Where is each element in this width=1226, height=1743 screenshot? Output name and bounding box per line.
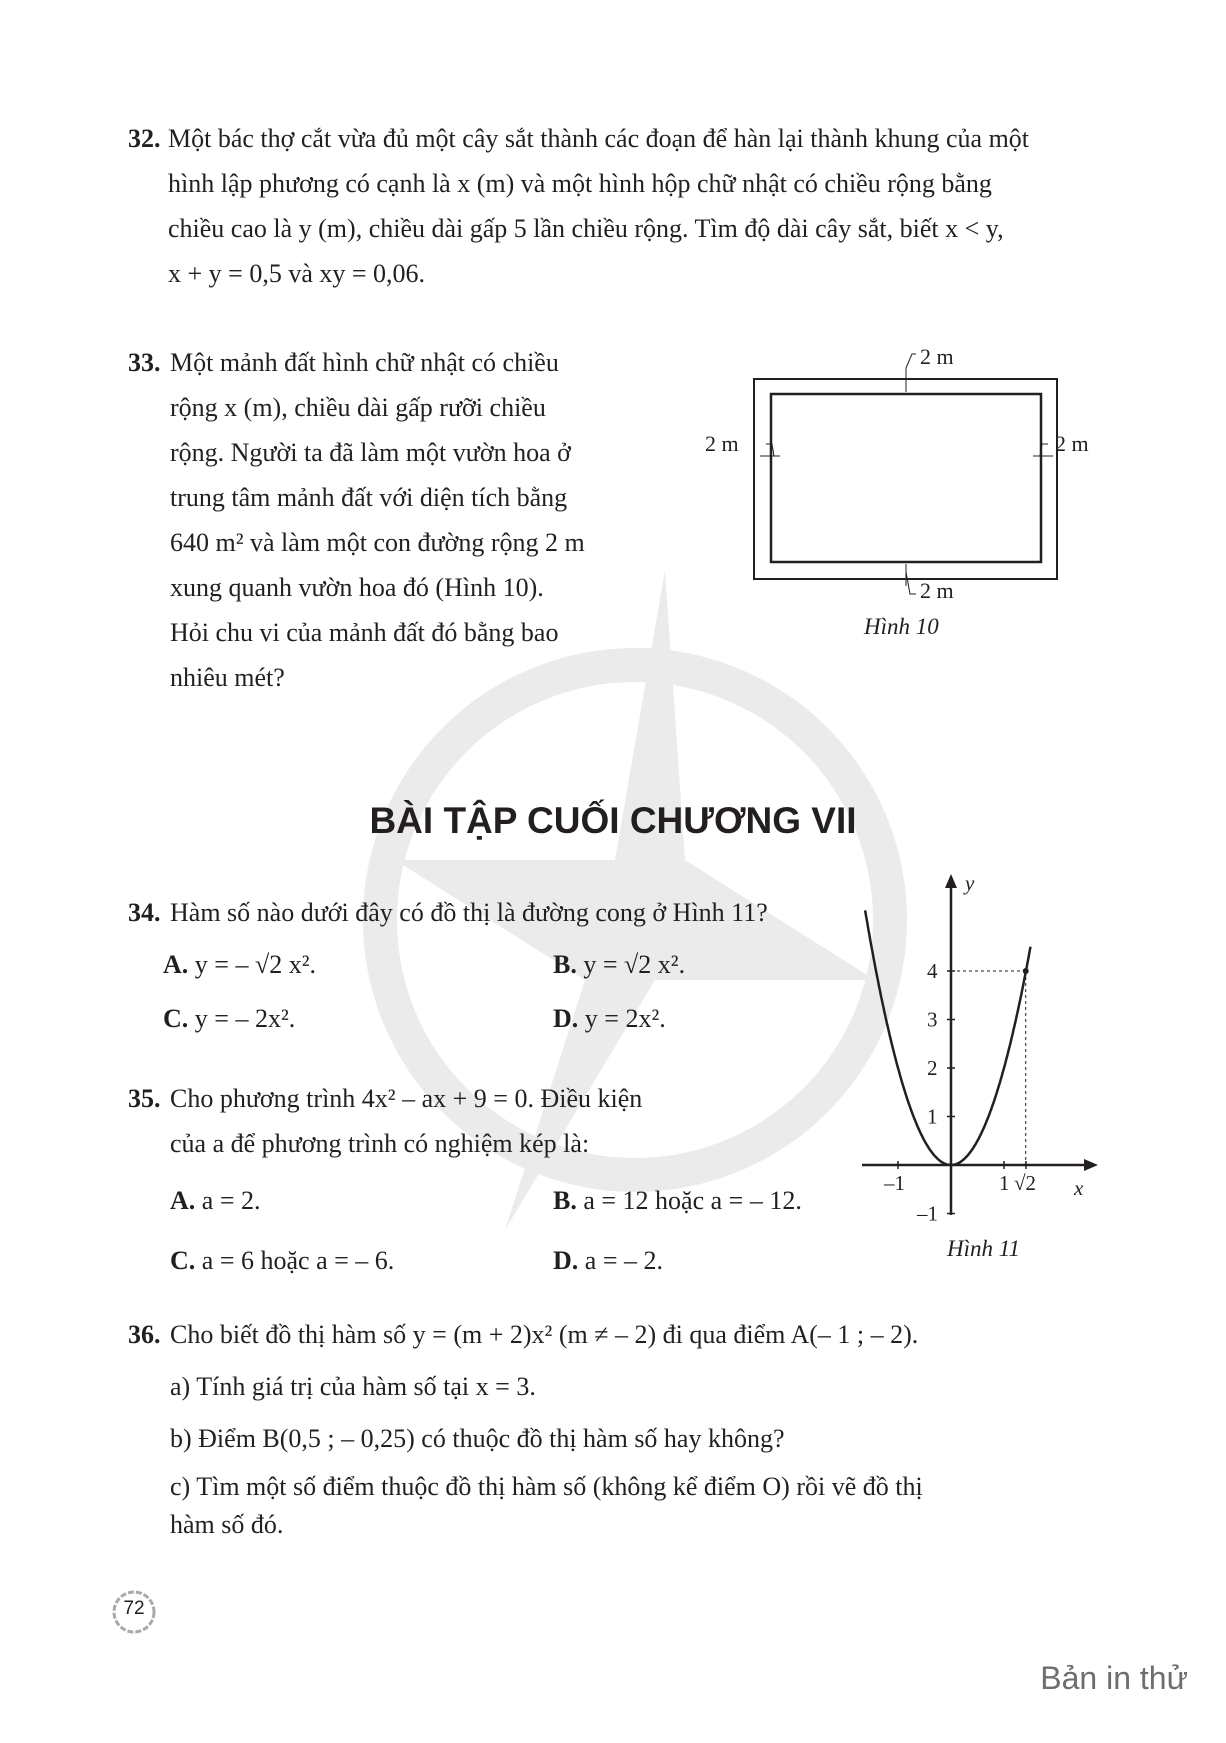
problem-32-number: 32. [128,124,161,153]
option-text: y = √2 x². [583,950,686,979]
problem-34-option-a [163,950,316,980]
y-tick-label: 3 [927,1007,938,1032]
figure-11-graph [860,870,1100,1230]
page-number: 72 [123,1598,145,1619]
option-text: y = – 2x². [194,1004,296,1033]
x-tick-label: 1 [999,1171,1010,1195]
option-letter: D. [553,1004,579,1033]
problem-33-line-4: trung tâm mảnh đất với diện tích bằng [170,483,568,512]
problem-33-line-6: xung quanh vườn hoa đó (Hình 10). [170,573,544,602]
option-letter: A. [170,1186,196,1215]
problem-35-number: 35. [128,1084,161,1113]
x-axis-arrow [1084,1159,1098,1171]
figure-10-diagram [690,340,1110,660]
problem-32-line-1: Một bác thợ cắt vừa đủ một cây sắt thành các đoạn để hàn lại thành khung của một [168,124,1030,153]
problem-35-line-1: Cho phương trình 4x² – ax + 9 = 0. Điều kiện [170,1084,643,1113]
problem-33-line-8: nhiêu mét? [170,663,285,692]
y-axis-arrow [945,874,957,888]
problem-34-question: Hàm số nào dưới đây có đồ thị là đường cong ở Hình 11? [170,898,768,927]
print-note: Bản in thử [1040,1660,1188,1696]
option-text: y = 2x². [584,1004,666,1033]
inner-rectangle [771,394,1041,562]
problem-33-line-2: rộng x (m), chiều dài gấp rưỡi chiều [170,393,546,422]
problem-33-number: 33. [128,348,161,377]
option-letter: A. [163,950,189,979]
problem-32-text [168,116,1118,296]
problem-36-part-a: a) Tính giá trị của hàm số tại x = 3. [170,1372,536,1401]
x-tick-label: √2 [1013,1171,1036,1195]
problem-33-text [170,340,650,700]
option-letter: C. [163,1004,189,1033]
marked-point [1023,968,1029,974]
x-tick-label: –1 [884,1171,905,1195]
problem-35-option-a [170,1186,260,1216]
figure-10-label-left: 2 m [705,431,739,456]
option-letter: D. [553,1246,579,1275]
option-letter: B. [553,950,577,979]
problem-32-line-2: hình lập phương có cạnh là x (m) và một hình hộp chữ nhật có chiều rộng bằng [168,169,992,198]
chapter-title: BÀI TẬP CUỐI CHƯƠNG VII [369,800,857,841]
figure-10-caption: Hình 10 [864,614,939,639]
y-tick-label: 2 [927,1056,938,1080]
problem-35-text [170,1076,790,1166]
figure-10-label-right: 2 m [1055,431,1089,456]
problem-33-line-7: Hỏi chu vi của mảnh đất đó bằng bao [170,618,559,647]
problem-36-number: 36. [128,1320,161,1349]
parabola-curve [865,910,1030,1165]
figure-10-label-top: 2 m [920,344,954,369]
y-tick-label: –1 [917,1201,938,1226]
option-text: a = 6 hoặc a = – 6. [201,1246,395,1275]
y-axis-label: y [965,871,975,895]
y-tick-label: 1 [927,1104,938,1129]
problem-35-line-2: của a để phương trình có nghiệm kép là: [170,1129,590,1158]
problem-35-option-b [553,1186,802,1216]
option-text: a = 12 hoặc a = – 12. [583,1186,802,1215]
problem-35-option-d [553,1246,663,1276]
option-letter: C. [170,1246,196,1275]
problem-36-intro: Cho biết đồ thị hàm số y = (m + 2)x² (m ≠ – 2) đi qua điểm A(– 1 ; – 2). [170,1320,919,1349]
problem-32-line-4: x + y = 0,5 và xy = 0,06. [168,259,426,288]
figure-10-label-bottom: 2 m [920,578,954,603]
problem-32-line-3: chiều cao là y (m), chiều dài gấp 5 lần chiều rộng. Tìm độ dài cây sắt, biết x < y, [168,214,1004,243]
option-letter: B. [553,1186,577,1215]
problem-34-option-b [553,950,685,980]
x-axis-label: x [1074,1176,1084,1200]
problem-33-line-3: rộng. Người ta đã làm một vườn hoa ở [170,438,571,467]
problem-36-part-b: b) Điểm B(0,5 ; – 0,25) có thuộc đồ thị hàm số hay không? [170,1424,785,1453]
outer-rectangle [754,379,1057,579]
figure-11-caption: Hình 11 [947,1236,1021,1261]
problem-34-number: 34. [128,898,161,927]
option-text: a = 2. [201,1186,261,1215]
problem-33-line-1: Một mảnh đất hình chữ nhật có chiều [170,348,559,377]
option-text: y = – √2 x². [194,950,317,979]
option-text: a = – 2. [584,1246,663,1275]
problem-33-line-5: 640 m² và làm một con đường rộng 2 m [170,528,585,557]
problem-36-part-c-line-1: c) Tìm một số điểm thuộc đồ thị hàm số (không kể điểm O) rồi vẽ đồ thị [170,1472,923,1501]
problem-35-option-c [170,1246,394,1276]
y-tick-label: 4 [927,959,938,983]
problem-36-part-c-line-2: hàm số đó. [170,1510,284,1539]
problem-36-part-c [170,1468,1120,1544]
problem-34-option-d [553,1004,666,1034]
problem-34-option-c [163,1004,295,1034]
